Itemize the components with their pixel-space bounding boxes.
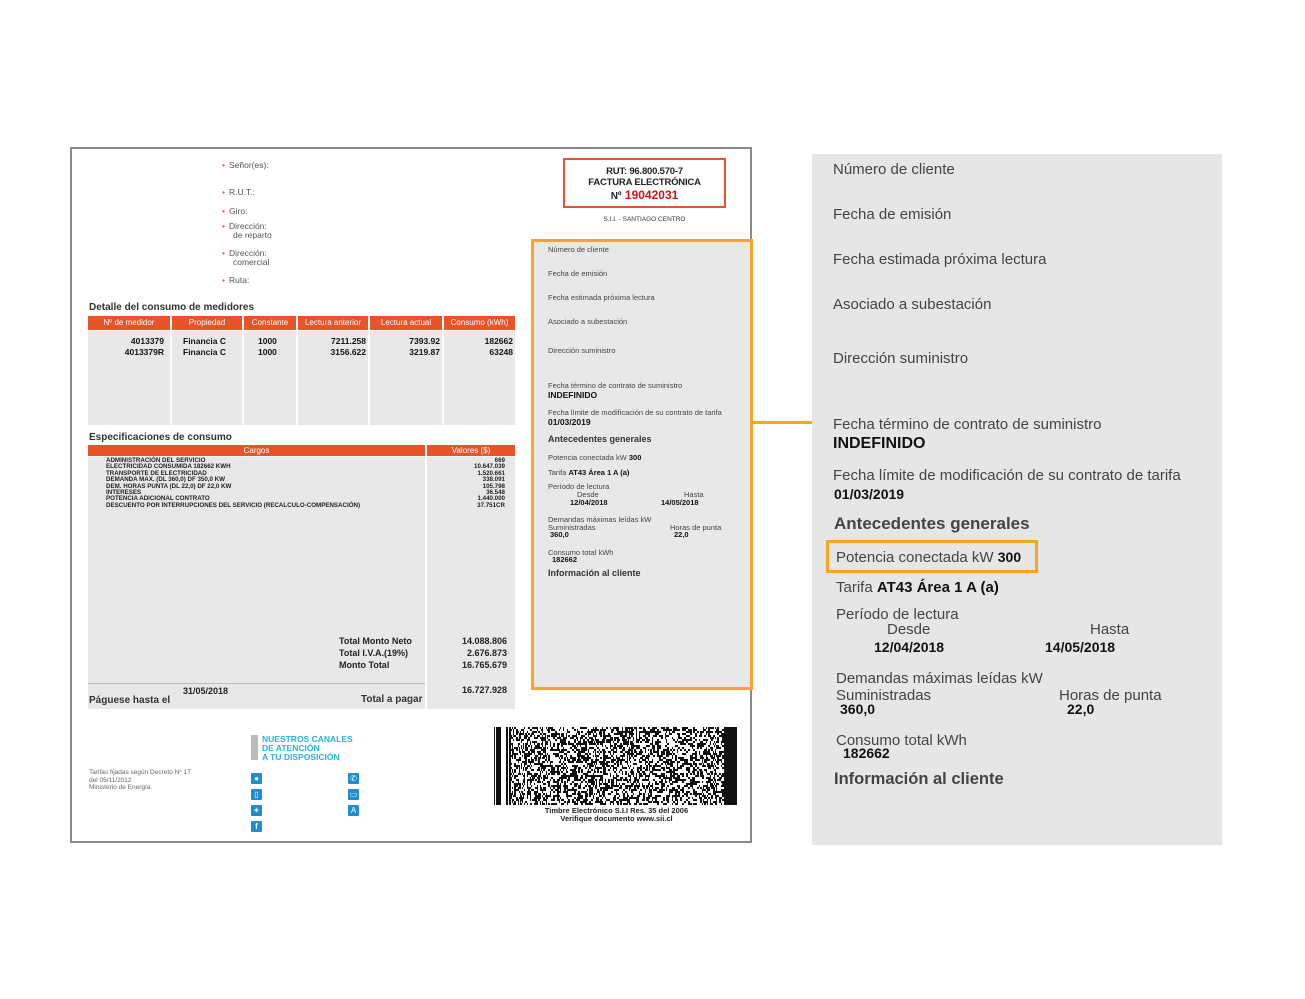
- antecedentes-title: Antecedentes generales: [834, 514, 1030, 533]
- app-icon[interactable]: ●: [251, 773, 262, 784]
- total-neto-value: 14.088.806: [461, 636, 507, 646]
- mini-direccion: Dirección suministro: [548, 346, 616, 355]
- fecha-emision-label: Fecha de emisión: [833, 206, 952, 223]
- facebook-icon[interactable]: f: [251, 821, 262, 832]
- suministradas-value: 360,0: [840, 701, 876, 717]
- consumo-value: 182662: [843, 745, 890, 761]
- table-cell: 182662: [484, 336, 513, 346]
- mobile-icon[interactable]: ▯: [251, 789, 262, 800]
- phone-icon[interactable]: ✆: [348, 773, 359, 784]
- charge-value: 36.548: [486, 489, 505, 497]
- specs-title: Especificaciones de consumo: [89, 432, 232, 443]
- charge-value: 37.751CR: [477, 501, 505, 509]
- termino-value: INDEFINIDO: [833, 435, 926, 452]
- charge-value: 1.520.661: [477, 469, 505, 477]
- charges-list: [106, 458, 360, 509]
- total-iva-value: 2.676.873: [466, 648, 507, 658]
- label-rut: • R.U.T.:: [222, 187, 255, 197]
- charge-item: ELECTRICIDAD CONSUMIDA 182662 KWH: [106, 463, 231, 471]
- mini-limite-value: 01/03/2019: [548, 417, 591, 427]
- rut-box: [563, 158, 726, 208]
- charge-item: DEMANDA MAX. (DL 360,0) DF 350,0 KW: [106, 476, 225, 484]
- mini-fecha-emision: Fecha de emisión: [548, 269, 608, 278]
- table-cell: Financia C: [183, 336, 226, 346]
- invoice-document: [70, 147, 752, 843]
- hasta-value: 14/05/2018: [1045, 639, 1116, 655]
- office-icon[interactable]: A: [348, 805, 359, 816]
- charge-value: 105.798: [482, 482, 505, 490]
- label-giro: • Giro:: [222, 206, 248, 216]
- meters-header-cell: Propiedad: [172, 316, 242, 330]
- table-cell: 1000: [258, 336, 277, 346]
- mini-consumo-value: 182662: [552, 555, 578, 564]
- mini-numero-cliente: Número de cliente: [548, 245, 609, 254]
- barcode: [494, 727, 739, 805]
- mini-demandas: Demandas máximas leídas kW: [548, 515, 652, 524]
- suministradas-label: Suministradas: [836, 687, 932, 704]
- specs-header-valores: Valores ($): [427, 445, 515, 456]
- table-cell: Financia C: [183, 347, 226, 357]
- table-cell: 4013379R: [124, 347, 164, 357]
- mini-subestacion: Asociado a subestación: [548, 317, 628, 326]
- meters-table: [88, 316, 515, 425]
- mini-potencia: Potencia conectada kW 300: [548, 453, 642, 462]
- mini-hasta-value: 14/05/2018: [661, 498, 699, 507]
- monto-total-value: 16.765.679: [461, 660, 507, 670]
- informacion-title: Información al cliente: [834, 770, 1004, 788]
- desde-label: Desde: [887, 621, 931, 638]
- due-date: 31/05/2018: [183, 686, 229, 696]
- mini-hasta-label: Hasta: [684, 490, 704, 499]
- web-icon[interactable]: ▭: [349, 790, 358, 799]
- total-neto-label: Total Monto Neto: [339, 636, 412, 646]
- client-info-mini: [531, 239, 753, 690]
- label-ruta: • Ruta:: [222, 275, 250, 285]
- mini-desde-value: 12/04/2018: [570, 498, 608, 507]
- due-label: Páguese hasta el: [89, 695, 171, 706]
- mini-suministradas-value: 360,0: [550, 530, 569, 539]
- consumo-label: Consumo total kWh: [836, 732, 967, 749]
- mini-punta-value: 22,0: [674, 530, 689, 539]
- tarifa-row: Tarifa AT43 Área 1 A (a): [836, 579, 999, 596]
- punta-label: Horas de punta: [1059, 687, 1162, 704]
- sii-office: S.I.I. - SANTIAGO CENTRO: [603, 216, 686, 223]
- rut-text: RUT: 96.800.570-7: [606, 166, 683, 177]
- twitter-icon[interactable]: ✦: [251, 805, 262, 816]
- charge-value: 669: [494, 457, 505, 464]
- mini-informacion: Información al cliente: [548, 568, 641, 578]
- meters-header-cell: Nº de medidor: [88, 316, 170, 330]
- desde-value: 12/04/2018: [874, 639, 945, 655]
- charge-item: TRANSPORTE DE ELECTRICIDAD: [106, 469, 207, 477]
- hasta-label: Hasta: [1090, 621, 1130, 638]
- specs-header-cargos: Cargos: [88, 445, 425, 456]
- meters-header-cell: Constante: [244, 316, 296, 330]
- meters-title: Detalle del consumo de medidores: [89, 302, 255, 313]
- charge-item: ADMINISTRACIÓN DEL SERVICIO: [106, 457, 206, 464]
- subestacion-label: Asociado a subestación: [833, 296, 992, 313]
- mini-antecedentes: Antecedentes generales: [548, 434, 652, 444]
- connector-line: [752, 421, 812, 424]
- periodo-label: Período de lectura: [836, 606, 959, 623]
- label-direccion-comercial: • Dirección: comercial: [222, 248, 270, 267]
- table-cell: 7393.92: [409, 336, 440, 346]
- mini-limite-label: Fecha límite de modificación de su contrato de tarifa: [548, 408, 722, 417]
- tariff-note: Tarifas fijadas según Decreto Nº 1T del 05/11/2012 Ministerio de Energía.: [89, 769, 192, 791]
- limite-label: Fecha límite de modificación de su contrato de tarifa: [833, 467, 1181, 484]
- table-cell: 63248: [489, 347, 513, 357]
- client-info-zoom: [812, 154, 1222, 845]
- mini-termino-value: INDEFINIDO: [548, 390, 598, 400]
- demandas-label: Demandas máximas leídas kW: [836, 670, 1043, 687]
- punta-value: 22,0: [1067, 701, 1095, 717]
- charge-item: POTENCIA ADICIONAL CONTRATO: [106, 495, 210, 503]
- mini-termino-label: Fecha término de contrato de suministro: [548, 381, 683, 390]
- charge-item: INTERESES: [106, 489, 142, 497]
- potencia-highlight: [826, 540, 1038, 573]
- table-cell: 3219.87: [409, 347, 440, 357]
- meters-header-cell: Lectura anterior: [298, 316, 368, 330]
- document-type: FACTURA ELECTRÓNICA: [588, 177, 701, 188]
- meters-header-cell: Consumo (kWh): [444, 316, 515, 330]
- mini-suministradas-label: Suministradas: [548, 523, 596, 532]
- charge-value: 338.091: [482, 476, 505, 484]
- table-cell: 3156.622: [330, 347, 366, 357]
- total-pay-value: 16.727.928: [461, 685, 507, 695]
- numero-cliente-label: Número de cliente: [833, 161, 955, 178]
- table-cell: 7211.258: [331, 336, 366, 346]
- direccion-label: Dirección suministro: [833, 350, 969, 367]
- specs-table: [88, 445, 515, 709]
- invoice-number: Nº 19042031: [610, 188, 679, 202]
- label-direccion-reparto: • Dirección: de reparto: [222, 221, 272, 240]
- meters-header-cell: Lectura actual: [370, 316, 442, 330]
- charge-value: 1.440.000: [477, 495, 505, 503]
- monto-total-label: Monto Total: [339, 660, 390, 670]
- mini-punta-label: Horas de punta: [670, 523, 722, 532]
- table-cell: 4013379: [130, 336, 164, 346]
- label-senores: • Señor(es):: [222, 160, 269, 170]
- mini-tarifa: Tarifa AT43 Área 1 A (a): [548, 468, 630, 477]
- potencia-row: Potencia conectada kW 300: [836, 549, 1022, 566]
- charge-item: DESCUENTO POR INTERRUPCIONES DEL SERVICIO (RECALCULO-COMPENSACIÓN): [106, 501, 361, 509]
- table-cell: 1000: [258, 347, 277, 357]
- channels-title: NUESTROS CANALES DE ATENCIÓN A TU DISPOSICIÓN: [262, 734, 353, 762]
- limite-value: 01/03/2019: [834, 486, 905, 502]
- fecha-proxima-label: Fecha estimada próxima lectura: [833, 251, 1047, 268]
- mini-consumo-label: Consumo total kWh: [548, 548, 614, 557]
- termino-label: Fecha término de contrato de suministro: [833, 416, 1102, 433]
- mini-desde-label: Desde: [577, 490, 599, 499]
- electronic-stamp: Timbre Electrónico S.I.I Res. 35 del 2006 Verifique documento www.sii.cl: [544, 806, 689, 823]
- charge-value: 10.647.039: [474, 463, 505, 471]
- mini-periodo: Período de lectura: [548, 482, 610, 491]
- mini-fecha-proxima: Fecha estimada próxima lectura: [548, 293, 655, 302]
- total-iva-label: Total I.V.A.(19%): [339, 648, 409, 658]
- charge-item: DEM. HORAS PUNTA (DL 22,0) DF 22,0 KW: [106, 482, 232, 490]
- total-pay-label: Total a pagar: [361, 694, 423, 705]
- values-list: [427, 458, 505, 509]
